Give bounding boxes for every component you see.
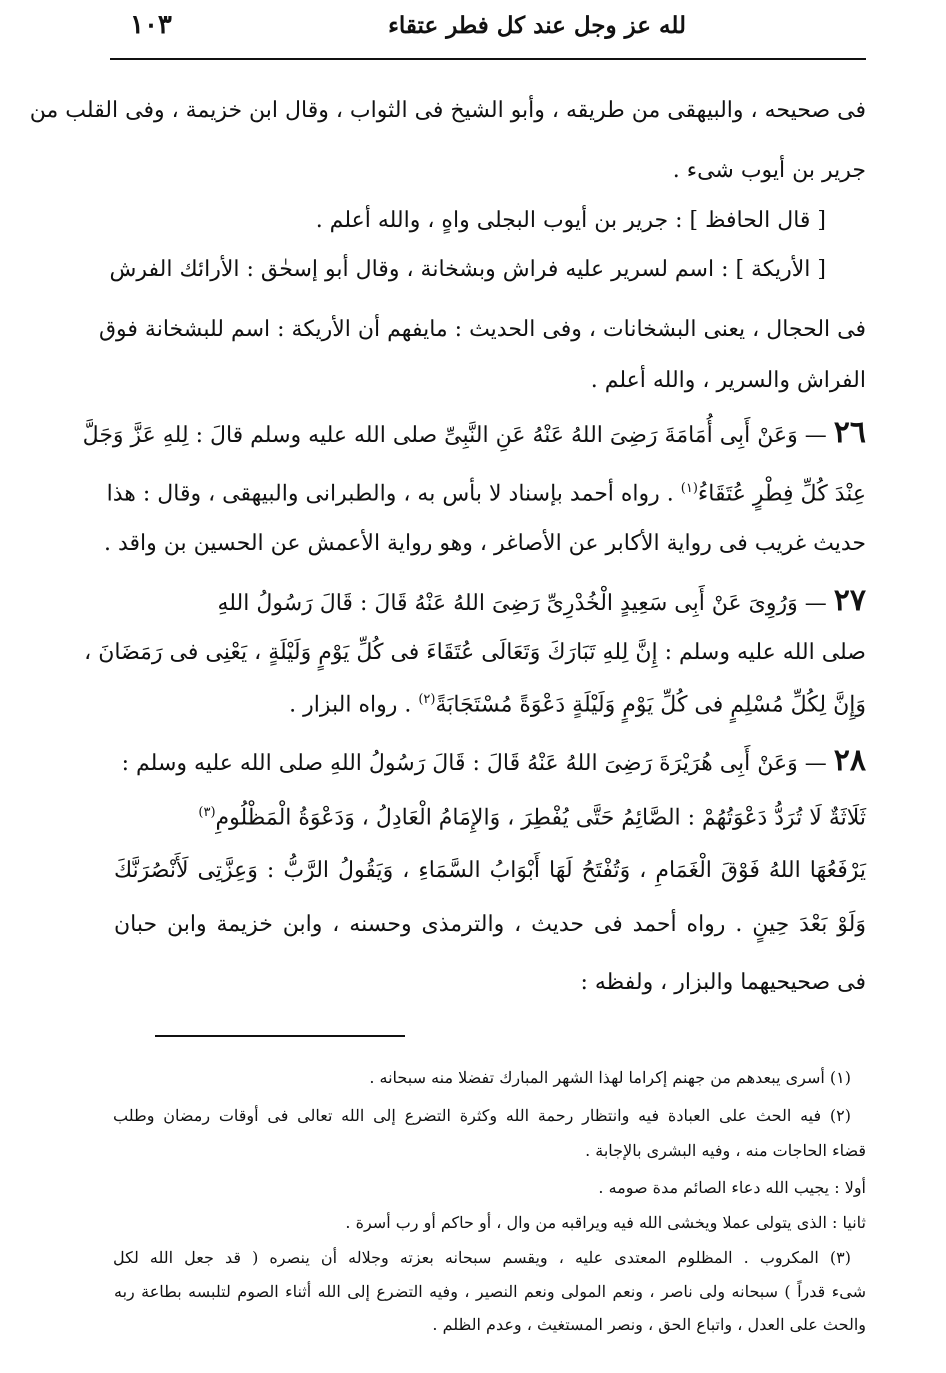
footnote-2: (٢) فيه الحث على العبادة فيه وانتظار رحمة الله وكثرة التضرع إلى الله تعالى فى أوقات رمضان وطلب	[113, 1106, 851, 1125]
footnote-marker: (١)	[680, 481, 698, 496]
running-title: لله عز وجل عند كل فطر عتقاء	[388, 12, 686, 39]
hadith-text: يَرْفَعُهَا اللهُ فَوْقَ الْغَمَامِ ، وَتُفْتَحُ لَهَا أَبْوَابُ السَّمَاءِ ، وَيَقُولُ الرَّبُّ : وَعِزَّتِى لَأَنْصُرَنَّكَ	[114, 858, 866, 883]
hadith-28-line	[114, 806, 866, 829]
header-rule	[110, 58, 866, 60]
hadith-text: — وَعَنْ أَبِى هُرَيْرَةَ رَضِىَ اللهُ عَنْهُ قَالَ : قَالَ رَسُولُ اللهِ صلى الله عليه وسلم :	[121, 751, 827, 776]
text-line: فى صحيحه ، والبيهقى من طريقه ، وأبو الشيخ فى الثواب ، وقال ابن خزيمة ، وفى القلب من	[29, 98, 866, 123]
footnote-marker: (٣)	[198, 805, 216, 820]
text-line: [ قال الحافظ ] : جرير بن أيوب البجلى واهٍ ، والله أعلم .	[315, 208, 826, 233]
hadith-26-line	[106, 481, 866, 507]
hadith-text: . رواه البزار .	[289, 692, 412, 718]
footnote-2-cont: أولا : يجيب الله دعاء الصائم مدة صومه .	[598, 1178, 866, 1197]
footnote-marker: (٢)	[418, 692, 436, 707]
footnote-2-cont: قضاء الحاجات منه ، وفيه البشرى بالإجابة .	[585, 1141, 866, 1160]
text-line: فى الحجال ، يعنى البشخانات ، وفى الحديث : مايفهم أن الأريكة : اسم للبشخانة فوق	[98, 317, 866, 342]
hadith-26-line	[82, 415, 866, 450]
footnote-3: (٣) المكروب . المظلوم المعتدى عليه ، ويقسم سبحانه بعزته وجلاله أن ينصره ( قد جعل الله لكل	[113, 1248, 851, 1267]
footnote-3-cont: شىء قدراً ) سبحانه ولى ناصر ، ونعم المولى ونعم النصير ، وفيه التضرع إلى الله أثناء الصوم لتلبسه بطاعة ربه	[114, 1282, 866, 1301]
page-number: ١٠٣	[130, 10, 172, 40]
hadith-text: . رواه أحمد بإسناد لا بأس به ، والطبرانى والبيهقى ، وقال : هذا	[106, 481, 674, 507]
text-line: الفراش والسرير ، والله أعلم .	[590, 368, 866, 393]
footnote-2-cont: ثانيا : الذى يتولى عملا ويخشى الله فيه ويراقبه من وال ، أو حاكم أو رب أسرة .	[345, 1213, 866, 1232]
footnote-3-cont: والحث على العدل ، واتباع الحق ، ونصر المستغيث ، وعدم الظلم .	[432, 1315, 866, 1334]
footnote-1: (١) أسرى يبعدهم من جهنم إكراما لهذا الشهر المبارك تفضلا منه سبحانه .	[369, 1068, 851, 1087]
hadith-text: — وَعَنْ أَبِى أُمَامَةَ رَضِىَ اللهُ عَنْهُ عَنِ النَّبِىِّ صلى الله عليه وسلم قالَ : لِلهِ عَزَّ وَجَلَّ	[82, 423, 827, 448]
hadith-27-line	[114, 583, 866, 618]
hadith-text: ثَلَاثَةٌ لَا تُرَدُّ دَعْوَتُهُمْ : الصَّائِمُ حَتَّى يُفْطِرَ ، وَالإِمَامُ الْعَادِلُ ، وَدَعْوَةُ الْمَظْلُومِ	[215, 805, 866, 831]
hadith-28-line	[114, 743, 866, 778]
text-line: جرير بن أيوب شىء .	[672, 158, 866, 183]
hadith-text: صلى الله عليه وسلم : إِنَّ لِلهِ تَبَارَكَ وَتَعَالَى عُتَقَاءَ فى كُلِّ يَوْمٍ وَلَيْلَةٍ ، يَعْنِى فى رَمَضَانَ ،	[84, 640, 866, 665]
hadith-text: — وَرُوِىَ عَنْ أَبِى سَعِيدٍ الْخُدْرِىِّ رَضِىَ اللهُ عَنْهُ قَالَ : قَالَ رَسُولُ اللهِ	[217, 591, 827, 616]
hadith-text: وَلَوْ بَعْدَ حِينٍ . رواه أحمد فى حديث ، والترمذى وحسنه ، وابن خزيمة وابن حبان	[114, 912, 866, 937]
hadith-text: فى صحيحيهما والبزار ، ولفظه :	[580, 970, 866, 995]
hadith-number: ٢٦	[833, 415, 866, 450]
footnote-rule	[155, 1035, 405, 1037]
page-header	[110, 10, 861, 46]
hadith-number: ٢٧	[833, 583, 866, 618]
hadith-number: ٢٨	[833, 743, 866, 778]
hadith-27-line	[114, 693, 866, 716]
text-line: حديث غريب فى رواية الأكابر عن الأصاغر ، وهو رواية الأعمش عن الحسين بن واقد .	[103, 531, 866, 556]
text-line: [ الأريكة ] : اسم لسرير عليه فراش وبشخانة ، وقال أبو إسحٰق : الأرائك الفرش	[109, 257, 826, 282]
hadith-text: وَإِنَّ لِكُلِّ مُسْلِمٍ فى كُلِّ يَوْمٍ وَلَيْلَةٍ دَعْوَةً مُسْتَجَابَةً	[435, 692, 866, 718]
hadith-text: عِنْدَ كُلِّ فِطْرٍ عُتَقَاءُ	[697, 481, 866, 507]
